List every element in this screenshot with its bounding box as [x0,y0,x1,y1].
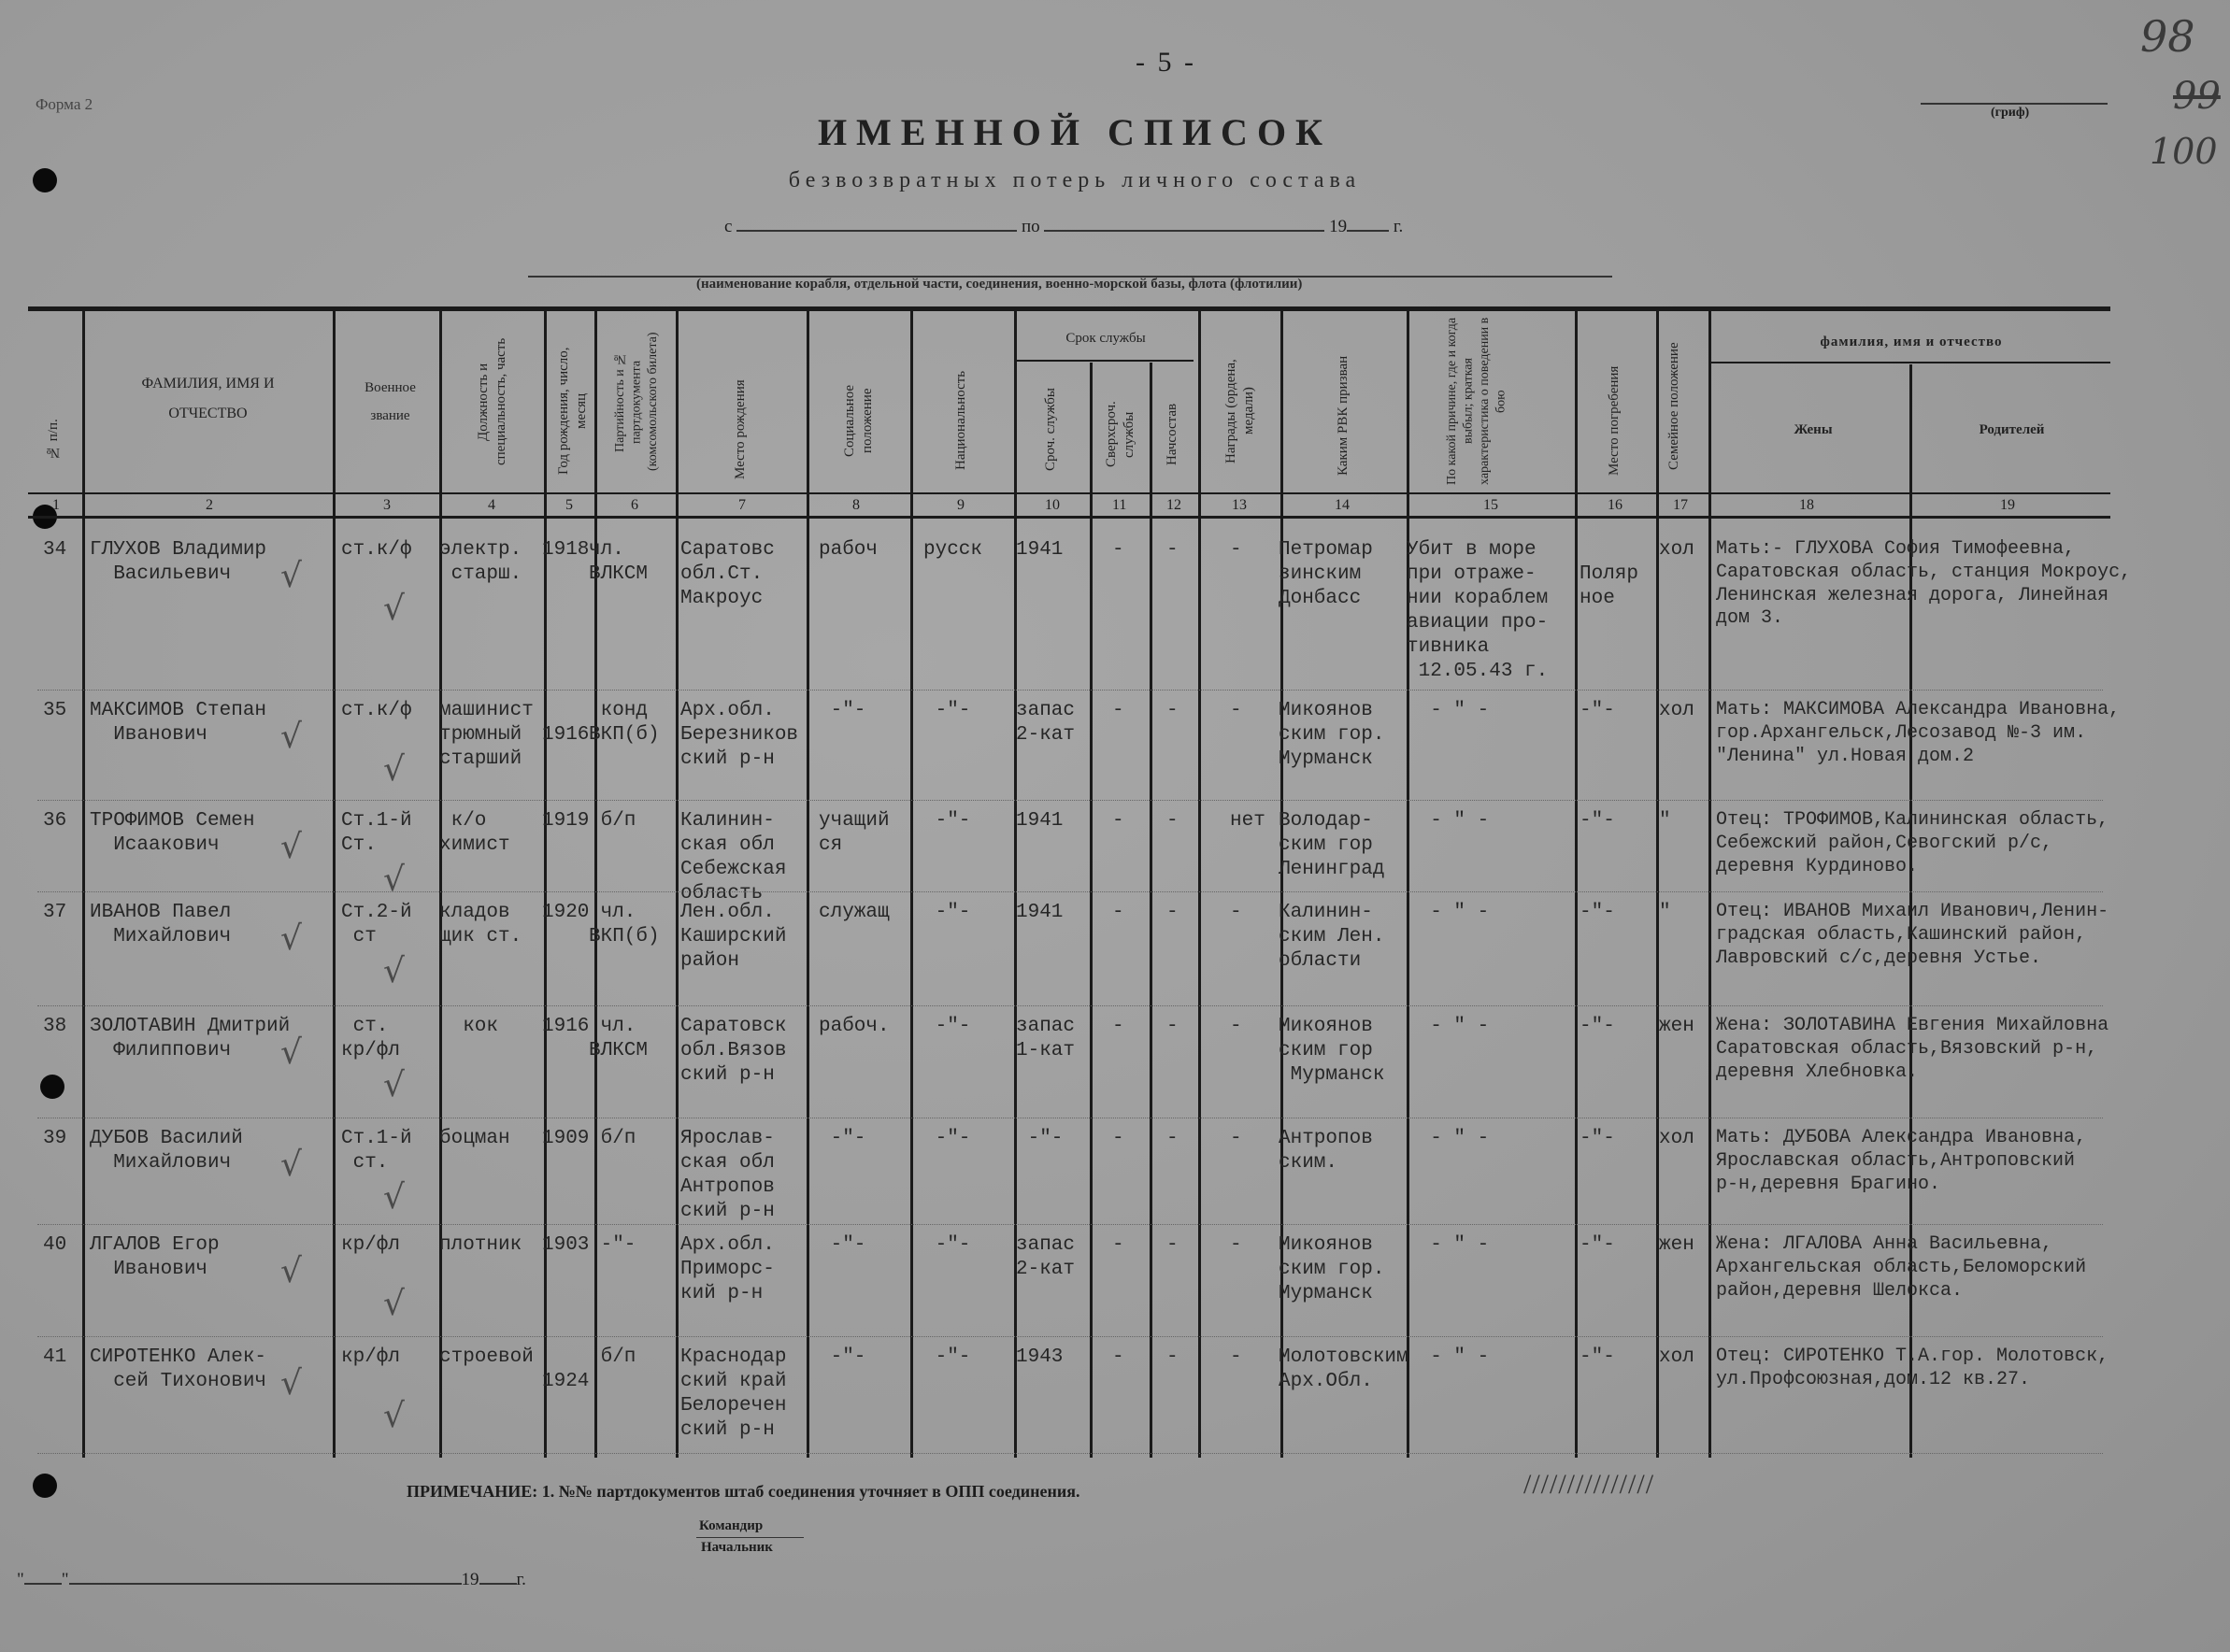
officer-cell: - [1166,1346,1179,1368]
officer-cell: - [1166,539,1179,561]
period-to-label: по [1021,217,1040,236]
grif-line [1921,103,2108,105]
column-divider [1656,308,1659,1458]
document-subtitle: безвозвратных потерь личного состава [788,168,1362,192]
rank-cell: ст. кр/фл [341,1016,401,1062]
family-status-cell: " [1659,810,1671,832]
col-number: 9 [957,497,965,513]
reason-cell: - " - [1407,700,1490,721]
birthplace-cell: Саратовск обл.Вязов ский р-н [680,1016,787,1087]
col-header-12: Начсостав [1165,403,1179,466]
column-divider [439,308,442,1458]
reason-cell: - " - [1407,902,1490,923]
family-status-cell: жен [1659,1234,1694,1256]
col-header-16: Место погребения [1607,365,1622,476]
rvk-cell: Микоянов ским гор. Мурманск [1279,700,1385,771]
position-cell: плотник [439,1234,522,1256]
grif-label: (гриф) [1991,106,2030,120]
column-divider [1150,363,1152,1458]
col-number: 2 [206,497,213,513]
social-status-cell: служащ [819,902,890,923]
burial-cell: -"- [1580,1234,1615,1256]
period-from-label: с [724,217,733,236]
col-header-4: Должность и специальность, часть [476,337,508,466]
name-cell: СИРОТЕНКО Алек- сей Тихонович [90,1346,267,1393]
check-mark-icon: √ [280,1033,302,1072]
nationality-cell: -"- [923,1016,971,1037]
nationality-cell: русск [923,539,983,561]
column-divider [333,308,336,1458]
rvk-cell: Володар- ским гор Ленинград [1279,810,1385,881]
punch-hole [40,1075,64,1099]
date-close-quote: " [61,1570,69,1589]
period-year-suffix: г. [1393,217,1404,236]
name-cell: ТРОФИМОВ Семен Исаакович [90,810,255,857]
check-mark-icon: √ [383,952,405,990]
header-number-line [28,492,2110,494]
row-number: 39 [43,1128,67,1149]
awards-cell: - [1230,1234,1242,1256]
check-mark-icon: √ [280,1252,302,1290]
page-number: - 5 - [1136,47,1196,78]
extended-service-cell: - [1112,1016,1124,1037]
column-divider [544,308,547,1458]
family-status-cell: жен [1659,1016,1694,1037]
col-header-10: Сроч. службы [1043,388,1058,472]
document-title: ИМЕННОЙ СПИСОК [817,111,1333,153]
social-status-cell: рабоч. [819,1016,890,1037]
relatives-cell: Мать: МАКСИМОВА Александра Ивановна, гор.Архангельск,Лесозавод №-3 им. "Ленина" ул.Новая дом.2 [1716,699,2121,767]
check-mark-icon: √ [383,590,405,628]
row-number: 41 [43,1346,67,1368]
row-number: 37 [43,902,67,923]
birthplace-cell: Лен.обл. Каширский район [680,902,787,973]
relatives-cell: Мать:- ГЛУХОВА София Тимофеевна, Саратовская область, станция Мокроус, Ленинская железная дорога, Линейная дом 3. [1716,538,2132,630]
family-status-cell: хол [1659,1346,1694,1368]
row-ruling [37,1224,2103,1225]
birth-year-cell: 1919 [542,810,590,832]
awards-cell: - [1230,1346,1242,1368]
term-service-cell: 1943 [1016,1346,1064,1368]
position-cell: кладов щик ст. [439,902,522,948]
check-mark-icon: √ [280,1364,302,1403]
rank-cell: кр/фл [341,1234,401,1256]
name-cell: ЛГАЛОВ Егор Иванович [90,1234,220,1281]
col-number: 7 [738,497,746,513]
row-ruling [37,800,2103,801]
family-status-cell: хол [1659,1128,1694,1149]
col-header-13: Награды (ордена, медали) [1223,359,1256,463]
family-status-cell: хол [1659,700,1694,721]
col-number: 18 [1799,497,1814,513]
rank-cell: ст.к/ф [341,700,412,721]
birth-year-cell: 1920 [542,902,590,923]
check-mark-icon: √ [280,557,302,595]
col-header-5: Год рождения, число, месяц [556,347,589,476]
extended-service-cell: - [1112,1234,1124,1256]
handwritten-sheet-number: 98 [2140,11,2195,62]
social-status-cell: -"- [819,700,866,721]
extended-service-cell: - [1112,539,1124,561]
date-open-quote: " [17,1570,24,1589]
extended-service-cell: - [1112,1346,1124,1368]
relatives-cell: Мать: ДУБОВА Александра Ивановна, Ярославская область,Антроповский р-н,деревня Брагино. [1716,1127,2087,1195]
day-blank [24,1570,62,1585]
reason-cell: - " - [1407,1346,1490,1368]
social-status-cell: -"- [819,1346,866,1368]
name-cell: ИВАНОВ Павел Михайлович [90,902,232,948]
period-from-blank [736,217,1017,232]
col-header-3: Военное звание [365,380,416,423]
col-header-7: Место рождения [733,379,748,480]
rvk-cell: Антропов ским. [1279,1128,1373,1175]
column-divider [1575,308,1578,1458]
birthplace-cell: Калинин- ская обл Себежская область [680,810,787,905]
social-status-cell: рабоч [819,539,879,561]
chief-label: Начальник [701,1540,773,1555]
service-group-header: Срок службы [1065,331,1146,346]
row-ruling [37,891,2103,892]
burial-cell: Поляр ное [1580,563,1639,610]
birthplace-cell: Арх.обл. Приморс- кий р-н [680,1234,775,1305]
reason-cell: - " - [1407,1234,1490,1256]
nationality-cell: -"- [923,1128,971,1149]
column-divider [676,308,679,1458]
column-divider [1198,308,1201,1458]
relatives-cell: Отец: СИРОТЕНКО Т.А.гор. Молотовск, ул.Профсоюзная,дом.12 кв.27. [1716,1346,2109,1390]
relatives-group-header: фамилия, имя и отчество [1820,335,2003,349]
handwritten-sheet-number: 99 [2173,75,2221,118]
officer-cell: - [1166,1128,1179,1149]
party-cell: конд ВКП(б) [589,700,660,747]
position-cell: машинист трюмный старший [439,700,534,771]
footnote: ПРИМЕЧАНИЕ: 1. №№ партдокументов штаб соединения уточняет в ОПП соединения. [407,1482,1080,1501]
col-number: 5 [565,497,573,513]
extended-service-cell: - [1112,810,1124,832]
officer-cell: - [1166,1234,1179,1256]
check-mark-icon: √ [280,718,302,756]
row-number: 34 [43,539,67,561]
officer-cell: - [1166,810,1179,832]
party-cell: чл. ВКП(б) [589,902,660,948]
row-ruling [37,690,2103,691]
term-service-cell: 1941 [1016,810,1064,832]
table-top-border [28,306,2110,311]
relatives-cell: Жена: ЛГАЛОВА Анна Васильевна, Архангельская область,Беломорский район,деревня Шелокса. [1716,1233,2087,1302]
col-number: 10 [1045,497,1060,513]
nationality-cell: -"- [923,902,971,923]
unit-name-caption: (наименование корабля, отдельной части, соединения, военно-морской базы, флота (флотилии) [696,277,1303,292]
officer-cell: - [1166,1016,1179,1037]
rvk-cell: Калинин- ским Лен. области [1279,902,1385,973]
col-number: 17 [1673,497,1688,513]
extended-service-cell: - [1112,902,1124,923]
month-blank [69,1570,462,1585]
birth-year-cell: 1916 [542,724,590,747]
commander-label: Командир [699,1518,764,1533]
col-number: 8 [852,497,860,513]
period-year-blank [1347,217,1389,232]
period-year-label: 19 [1329,217,1348,236]
year-blank [479,1570,517,1585]
handwritten-sheet-number: 100 [2150,131,2218,172]
col-number: 13 [1232,497,1247,513]
period-to-blank [1044,217,1324,232]
col-number: 19 [2000,497,2015,513]
rank-cell: Ст.1-й ст. [341,1128,412,1175]
row-ruling [37,1453,2103,1454]
party-cell: б/п [589,1128,636,1149]
col-header-9: Национальность [953,370,968,471]
burial-cell: -"- [1580,700,1615,721]
column-divider [1014,308,1017,1458]
row-number: 36 [43,810,67,832]
relatives-cell: Жена: ЗОЛОТАВИНА Евгения Михайловна Саратовская область,Вязовский р-н, деревня Хлебновка. [1716,1015,2109,1083]
extended-service-cell: - [1112,1128,1124,1149]
burial-cell: -"- [1580,1128,1615,1149]
row-number: 35 [43,700,67,721]
slash-marks: /////////////// [1523,1469,1655,1500]
awards-cell: нет [1230,810,1265,832]
rvk-cell: Молотовским Арх.Обл. [1279,1346,1408,1393]
relatives-cell: Отец: ТРОФИМОВ,Калининская область, Себежский район,Севогский р/с, деревня Курдиново. [1716,809,2109,877]
family-status-cell: " [1659,902,1671,923]
term-service-cell: запас 2-кат [1016,700,1076,747]
position-cell: к/о химист [439,810,510,857]
awards-cell: - [1230,902,1242,923]
social-status-cell: -"- [819,1234,866,1256]
officer-cell: - [1166,700,1179,721]
row-number: 38 [43,1016,67,1037]
term-service-cell: -"- [1016,1128,1064,1149]
nationality-cell: -"- [923,1346,971,1368]
date-year-suffix: г. [516,1570,526,1589]
check-mark-icon: √ [383,1178,405,1217]
party-cell: -"- [589,1234,636,1256]
column-divider [594,308,597,1458]
rvk-cell: Петромар зинским Донбасс [1279,539,1373,610]
name-cell: ЗОЛОТАВИН Дмитрий Филиппович [90,1016,291,1062]
header-bottom-line [28,516,2110,519]
birth-year-cell: 1916 [542,1016,590,1037]
awards-cell: - [1230,1016,1242,1037]
name-cell: МАКСИМОВ Степан Иванович [90,700,267,747]
check-mark-icon: √ [280,1146,302,1184]
column-divider [807,308,809,1458]
rank-cell: ст.к/ф [341,539,412,561]
row-number: 40 [43,1234,67,1256]
service-group-line [1016,360,1194,362]
column-divider [82,308,85,1458]
check-mark-icon: √ [383,1066,405,1104]
awards-cell: - [1230,539,1242,561]
column-divider [1407,308,1409,1458]
reason-cell: - " - [1407,1128,1490,1149]
nationality-cell: -"- [923,1234,971,1256]
birthplace-cell: Ярослав- ская обл Антропов ский р-н [680,1128,775,1223]
birth-year-cell: 1909 [542,1128,590,1149]
col-number: 16 [1608,497,1622,513]
col-header-19: Родителей [1979,422,2045,437]
term-service-cell: запас 2-кат [1016,1234,1076,1281]
reason-cell: - " - [1407,810,1490,832]
reason-cell: Убит в море при отраже- нии кораблем авиации про- тивника 12.05.43 г. [1407,539,1549,683]
burial-cell: -"- [1580,810,1615,832]
punch-hole [33,1474,57,1498]
signature-divider [696,1537,804,1538]
birthplace-cell: Арх.обл. Березников ский р-н [680,700,799,771]
col-header-14: Каким РВК призван [1336,355,1351,477]
nationality-cell: -"- [923,700,971,721]
position-cell: электр. старш. [439,539,522,586]
relatives-group-line [1710,362,2110,363]
col-header-18: Жены [1794,422,1833,437]
rank-cell: Ст.2-й ст [341,902,412,948]
col-number: 12 [1166,497,1181,513]
col-number: 3 [383,497,391,513]
family-status-cell: хол [1659,539,1694,561]
name-cell: ДУБОВ Василий Михайлович [90,1128,243,1175]
date-line [17,1570,526,1590]
party-cell: б/п [589,1346,636,1368]
burial-cell: -"- [1580,1346,1615,1368]
officer-cell: - [1166,902,1179,923]
col-header-17: Семейное положение [1666,342,1681,471]
period-line [724,217,1403,237]
check-mark-icon: √ [280,828,302,866]
col-number: 1 [52,497,60,513]
name-cell: ГЛУХОВ Владимир Васильевич [90,539,267,586]
check-mark-icon: √ [383,1397,405,1435]
rank-cell: кр/фл [341,1346,401,1368]
birth-year-cell: 1924 [542,1371,590,1393]
form-label: Форма 2 [36,95,93,113]
term-service-cell: запас 1-кат [1016,1016,1076,1062]
col-number: 4 [488,497,495,513]
nationality-cell: -"- [923,810,971,832]
awards-cell: - [1230,700,1242,721]
position-cell: кок [439,1016,499,1037]
col-number: 11 [1112,497,1127,513]
check-mark-icon: √ [383,750,405,789]
check-mark-icon: √ [383,1285,405,1323]
social-status-cell: учащий ся [819,810,890,857]
position-cell: строевой [439,1346,534,1368]
burial-cell: -"- [1580,1016,1615,1037]
column-divider [910,308,913,1458]
row-ruling [37,1005,2103,1006]
party-cell: чл. ВЛКСМ [589,539,649,586]
term-service-cell: 1941 [1016,539,1064,561]
rank-cell: Ст.1-й Ст. [341,810,412,857]
relatives-cell: Отец: ИВАНОВ Михаил Иванович,Ленин- градская область,Кашинский район, Лавровский с/с,деревня Устье. [1716,901,2109,969]
reason-cell: - " - [1407,1016,1490,1037]
birthplace-cell: Саратовс обл.Ст. Макроус [680,539,775,610]
col-header-1: № п/п. [46,419,61,460]
col-header-6: Партийность и № партдокумента (комсомольского билета) [613,332,660,472]
rvk-cell: Микоянов ским гор. Мурманск [1279,1234,1385,1305]
col-number: 15 [1483,497,1498,513]
social-status-cell: -"- [819,1128,866,1149]
col-header-2: ФАМИЛИЯ, ИМЯ И ОТЧЕСТВО [141,376,275,421]
col-header-15: По какой причине, где и когда выбыл; краткая характеристика о поведении в бою [1445,317,1508,486]
column-divider [1090,363,1093,1458]
check-mark-icon: √ [280,919,302,958]
birth-year-cell: 1918 [542,539,590,561]
extended-service-cell: - [1112,700,1124,721]
column-divider [1708,308,1711,1458]
birthplace-cell: Краснодар ский край Белоречен ский р-н [680,1346,787,1442]
burial-cell: -"- [1580,902,1615,923]
rvk-cell: Микоянов ским гор Мурманск [1279,1016,1385,1087]
birth-year-cell: 1903 [542,1234,590,1256]
term-service-cell: 1941 [1016,902,1064,923]
awards-cell: - [1230,1128,1242,1149]
party-cell: б/п [589,810,636,832]
position-cell: боцман [439,1128,510,1149]
col-header-11: Сверхсроч. службы [1104,401,1136,468]
col-header-8: Социальное положение [842,384,875,457]
date-year-label: 19 [461,1570,479,1589]
party-cell: чл. ВЛКСМ [589,1016,649,1062]
check-mark-icon: √ [383,861,405,899]
row-ruling [37,1336,2103,1337]
col-number: 6 [631,497,638,513]
col-number: 14 [1335,497,1350,513]
